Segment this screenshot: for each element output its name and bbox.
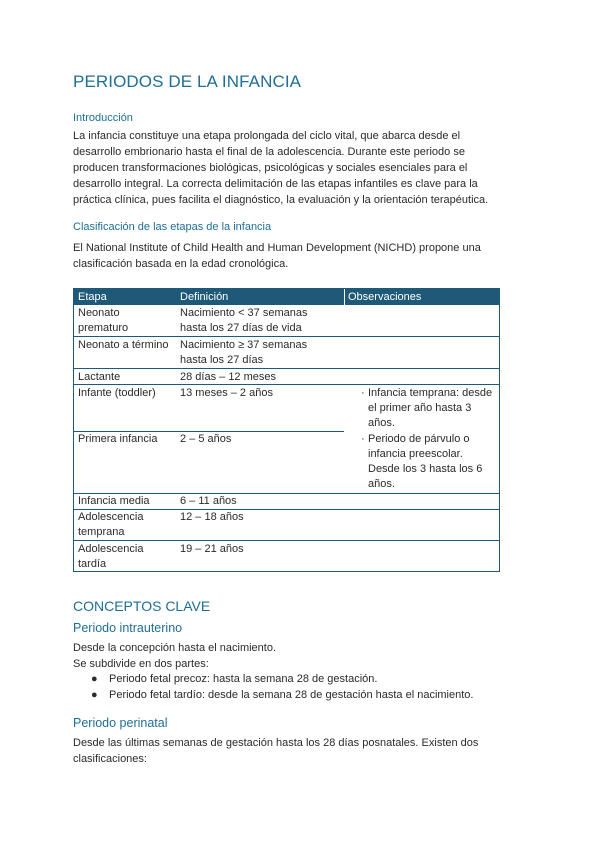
table-row-definition: 13 meses – 2 años: [180, 387, 273, 399]
bullet-marker: ·: [361, 387, 365, 399]
table-row-definition: [180, 338, 307, 368]
table-row-stage: [78, 542, 143, 572]
bullet-dot-icon: ●: [91, 689, 98, 701]
row-divider: [74, 336, 499, 337]
page-title: PERIODOS DE LA INFANCIA: [73, 72, 302, 91]
cell-line: Nacimiento < 37 semanas: [180, 307, 308, 319]
intro-line: desarrollo embrionario hasta el final de la adolescencia. Durante este periodo se: [73, 146, 465, 158]
cell-line: infancia preescolar.: [368, 448, 463, 460]
header-etapa: Etapa: [78, 291, 107, 303]
intro-line: producen transformaciones biológicas, psicológicas y sociales esenciales para el: [73, 162, 468, 174]
cell-line: hasta los 27 días: [180, 354, 264, 366]
classification-line: El National Institute of Child Health and Human Development (NICHD) propone una: [73, 242, 481, 254]
cell-line: Nacimiento ≥ 37 semanas: [180, 339, 308, 351]
table-row-stage: Infante (toddler): [78, 387, 156, 399]
table-row-definition: 6 – 11 años: [180, 495, 237, 507]
perinatal-heading: Periodo perinatal: [73, 716, 168, 730]
table-row-stage: Primera infancia: [78, 433, 158, 445]
cell-line: tardía: [78, 558, 107, 570]
list-item-text: Periodo fetal precoz: hasta la semana 28 de gestación.: [109, 673, 378, 685]
perinatal-line: Desde las últimas semanas de gestación hasta los 28 días posnatales. Existen dos: [73, 737, 479, 749]
cell-line: Infancia temprana: desde: [368, 387, 493, 399]
classification-line: clasificación basada en la edad cronológica.: [73, 258, 289, 270]
intro-line: desarrollo integral. La correcta delimitación de las etapas infantiles es clave para la: [73, 178, 478, 190]
cell-line: el primer año hasta 3: [368, 402, 472, 414]
header-observaciones: Observaciones: [348, 291, 422, 303]
cell-line: Desde los 3 hasta los 6: [368, 463, 483, 475]
bullet-dot-icon: ●: [91, 673, 98, 685]
cell-line: Neonato: [78, 307, 120, 319]
intrauterine-heading: Periodo intrauterino: [73, 621, 183, 635]
cell-line: temprana: [78, 526, 125, 538]
table-row-definition: 2 – 5 años: [180, 433, 232, 445]
perinatal-line: clasificaciones:: [73, 753, 147, 765]
table-row-stage: [78, 510, 143, 540]
row-divider: [74, 368, 499, 369]
cell-line: Adolescencia: [78, 511, 144, 523]
table-row-definition: 12 – 18 años: [180, 511, 244, 523]
bullet-marker: ·: [361, 433, 365, 445]
table-row-definition: 28 días – 12 meses: [180, 371, 277, 383]
header-definicion: Definición: [180, 291, 229, 303]
classification-paragraph: [73, 240, 501, 272]
key-concepts-heading: CONCEPTOS CLAVE: [73, 598, 211, 614]
cell-line: Periodo de párvulo o: [368, 433, 470, 445]
cell-line: Adolescencia: [78, 543, 144, 555]
table-header-row: [74, 289, 499, 305]
table-row-stage: [78, 338, 169, 353]
table-row-definition: 19 – 21 años: [180, 543, 244, 555]
intro-heading: Introducción: [73, 112, 133, 124]
row-divider: [74, 540, 499, 541]
header-separator: [344, 289, 345, 305]
intrauterine-line: Desde la concepción hasta el nacimiento.: [73, 642, 277, 654]
cell-line: Neonato a término: [78, 339, 169, 351]
cell-line: años.: [368, 417, 395, 429]
intro-line: práctica clínica, pues facilita el diagnóstico, la evaluación y la orientación terapéutica.: [73, 194, 489, 206]
row-divider: [74, 384, 499, 385]
cell-line: hasta los 27 días de vida: [180, 322, 302, 334]
table-row-stage: [78, 306, 128, 336]
table-row-definition: [180, 306, 307, 336]
table-row-stage: Infancia media: [78, 495, 150, 507]
cell-line: prematuro: [78, 322, 129, 334]
stages-table: [73, 288, 500, 572]
classification-heading: Clasificación de las etapas de la infancia: [73, 221, 272, 233]
table-row-stage: Lactante: [78, 371, 121, 383]
intro-line: La infancia constituye una etapa prolongada del ciclo vital, que abarca desde el: [73, 130, 461, 142]
intro-paragraph: [73, 128, 501, 208]
intrauterine-line: Se subdivide en dos partes:: [73, 658, 209, 670]
cell-line: años.: [368, 478, 395, 490]
list-item-text: Periodo fetal tardío: desde la semana 28 de gestación hasta el nacimiento.: [109, 689, 474, 701]
